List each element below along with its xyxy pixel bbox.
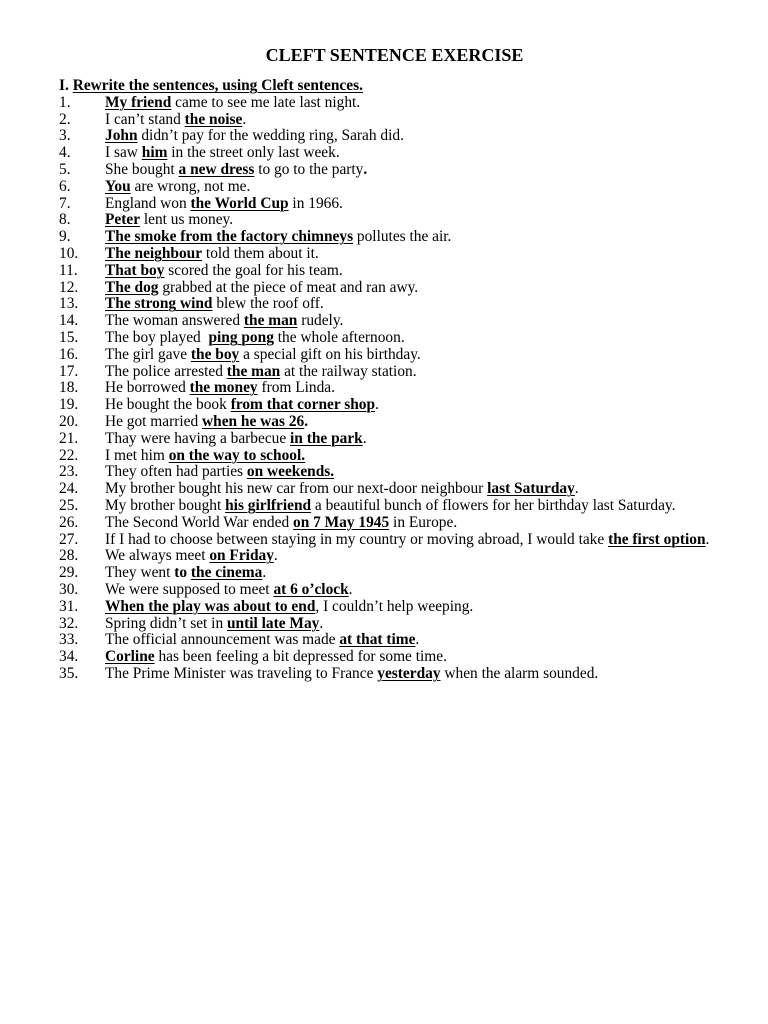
sentence-text: pollutes the air.	[353, 228, 452, 246]
sentence-text: are wrong, not me.	[130, 177, 251, 195]
item-sentence	[105, 279, 418, 296]
item-sentence	[105, 463, 334, 480]
sentence-text: She bought	[105, 160, 179, 178]
exercise-item	[59, 431, 749, 448]
emphasized-phrase: Corline	[105, 648, 155, 666]
sentence-text: rudely.	[297, 312, 344, 330]
exercise-item	[59, 498, 749, 515]
item-number: 9.	[59, 228, 71, 246]
sentence-text: .	[262, 564, 267, 582]
item-sentence	[105, 94, 360, 111]
emphasized-phrase: last Saturday	[487, 480, 575, 498]
sentence-text: My brother bought his new car from our next-door neighbour	[105, 480, 488, 498]
item-number: 22.	[59, 446, 79, 464]
item-number: 1.	[59, 93, 71, 111]
item-sentence	[105, 161, 367, 178]
sentence-text: The girl gave	[105, 345, 191, 363]
item-number: 6.	[59, 177, 71, 195]
sentence-text: They often had parties	[105, 463, 247, 481]
exercise-item	[59, 229, 749, 246]
emphasized-phrase: When the play was about to end	[105, 597, 316, 615]
item-number: 28.	[59, 547, 79, 565]
sentence-text: a special gift on his birthday.	[239, 345, 421, 363]
bold-text: .	[304, 412, 309, 430]
exercise-item	[59, 548, 749, 565]
exercise-item	[59, 380, 749, 397]
sentence-text: I can’t stand	[105, 110, 185, 128]
sentence-text: The official announcement was made	[105, 631, 340, 649]
item-number: 17.	[59, 362, 79, 380]
item-sentence	[105, 514, 457, 531]
exercise-item	[59, 515, 749, 532]
sentence-text: in 1966.	[288, 194, 343, 212]
item-sentence	[105, 547, 278, 564]
sentence-text: grabbed at the piece of meat and ran awy.	[158, 278, 419, 296]
sentence-text: .	[362, 429, 367, 447]
emphasized-phrase: at 6 o’clock	[273, 580, 349, 598]
exercise-item	[59, 582, 749, 599]
exercise-item	[59, 280, 749, 297]
sentence-text: The woman answered	[105, 312, 244, 330]
section-instruction: Rewrite the sentences, using Cleft sentences.	[72, 77, 363, 94]
sentence-text: The police arrested	[105, 362, 227, 380]
emphasized-phrase: the man	[243, 312, 298, 330]
item-number: 29.	[59, 564, 79, 582]
sentence-text: the whole afternoon.	[273, 328, 405, 346]
exercise-item	[59, 330, 749, 347]
emphasized-phrase: The strong wind	[105, 295, 213, 313]
item-sentence	[105, 447, 305, 464]
sentence-text: Thay were having a barbecue	[105, 429, 291, 447]
exercise-item	[59, 599, 749, 616]
sentence-text: He bought the book	[105, 396, 231, 414]
item-sentence	[105, 329, 405, 346]
item-number: 23.	[59, 463, 79, 481]
sentence-text: told them about it.	[202, 244, 319, 262]
sentence-text: He borrowed	[105, 379, 190, 397]
bold-text: to	[174, 564, 191, 582]
exercise-item	[59, 212, 749, 229]
item-number: 31.	[59, 597, 79, 615]
sentence-text: We always meet	[105, 547, 210, 565]
sentence-text: scored the goal for his team.	[164, 261, 343, 279]
item-number: 20.	[59, 412, 79, 430]
item-sentence	[105, 363, 417, 380]
emphasized-phrase: the man	[226, 362, 281, 380]
item-sentence	[105, 615, 323, 632]
exercise-item	[59, 263, 749, 280]
item-sentence	[105, 430, 367, 447]
item-number: 35.	[59, 664, 79, 682]
item-sentence	[105, 127, 404, 144]
item-number: 5.	[59, 160, 71, 178]
item-sentence	[105, 564, 266, 581]
emphasized-phrase: the first option	[608, 530, 706, 548]
emphasized-phrase: on the way to school.	[168, 446, 306, 464]
emphasized-phrase: the cinema	[190, 564, 263, 582]
item-sentence	[105, 497, 675, 514]
item-sentence	[105, 245, 319, 262]
sentence-text: I met him	[105, 446, 169, 464]
emphasized-phrase: when he was 26	[202, 412, 305, 430]
item-sentence	[105, 648, 447, 665]
exercise-item	[59, 464, 749, 481]
section-number: I.	[59, 77, 69, 94]
exercise-item	[59, 162, 749, 179]
sentence-text: in the street only last week.	[167, 144, 340, 162]
item-sentence	[105, 379, 335, 396]
item-sentence	[105, 111, 246, 128]
sentence-text: .	[574, 480, 579, 498]
emphasized-phrase: in the park	[290, 429, 363, 447]
sentence-text: .	[273, 547, 278, 565]
sentence-text: If I had to choose between staying in my country or moving abroad, I would take	[105, 530, 609, 548]
sentence-text: I saw	[105, 144, 142, 162]
sentence-text: , I couldn’t help weeping.	[315, 597, 474, 615]
sentence-text: came to see me late last night.	[171, 93, 361, 111]
item-number: 13.	[59, 295, 79, 313]
sentence-text: The Second World War ended	[105, 513, 293, 531]
item-sentence	[105, 631, 419, 648]
item-number: 32.	[59, 614, 79, 632]
exercise-item	[59, 481, 749, 498]
exercise-item	[59, 196, 749, 213]
item-sentence	[105, 598, 473, 615]
emphasized-phrase: My friend	[105, 93, 172, 111]
exercise-item	[59, 649, 749, 666]
sentence-text: in Europe.	[389, 513, 458, 531]
item-sentence	[105, 480, 579, 497]
item-number: 24.	[59, 480, 79, 498]
sentence-text: when the alarm sounded.	[440, 664, 599, 682]
exercise-item	[59, 347, 749, 364]
emphasized-phrase: the money	[189, 379, 258, 397]
item-number: 15.	[59, 328, 79, 346]
emphasized-phrase: John	[105, 127, 138, 145]
emphasized-phrase: on 7 May 1945	[293, 513, 390, 531]
sentence-text: didn’t pay for the wedding ring, Sarah did.	[137, 127, 404, 145]
item-number: 25.	[59, 496, 79, 514]
sentence-text: The boy played	[105, 328, 209, 346]
section-heading	[59, 78, 749, 95]
emphasized-phrase: Peter	[105, 211, 141, 229]
worksheet-title: CLEFT SENTENCE EXERCISE	[265, 45, 524, 65]
sentence-text: Spring didn’t set in	[105, 614, 227, 632]
item-sentence	[105, 295, 324, 312]
exercise-item	[59, 632, 749, 649]
item-number: 12.	[59, 278, 79, 296]
exercise-item	[59, 296, 749, 313]
item-number: 3.	[59, 127, 71, 145]
emphasized-phrase: The dog	[105, 278, 159, 296]
item-sentence	[105, 178, 250, 195]
item-sentence	[105, 413, 308, 430]
sentence-text: .	[705, 530, 710, 548]
emphasized-phrase: on Friday	[209, 547, 274, 565]
item-number: 8.	[59, 211, 71, 229]
exercise-item	[59, 565, 749, 582]
emphasized-phrase: the boy	[190, 345, 240, 363]
sentence-text: .	[375, 396, 379, 414]
item-sentence	[105, 346, 421, 363]
item-number: 34.	[59, 648, 79, 666]
emphasized-phrase: on weekends.	[246, 463, 335, 481]
item-number: 4.	[59, 144, 71, 162]
sentence-text: from Linda.	[257, 379, 335, 397]
sentence-text: at the railway station.	[280, 362, 417, 380]
item-sentence	[105, 211, 233, 228]
exercise-item	[59, 112, 749, 129]
emphasized-phrase: The smoke from the factory chimneys	[105, 228, 354, 246]
item-number: 11.	[59, 261, 78, 279]
exercise-item	[59, 128, 749, 145]
sentence-text: to go to the party	[254, 160, 364, 178]
exercise-item	[59, 246, 749, 263]
exercise-item	[59, 179, 749, 196]
item-number: 2.	[59, 110, 71, 128]
emphasized-phrase: until late May	[227, 614, 320, 632]
sentence-text: a beautiful bunch of flowers for her birthday last Saturday.	[311, 496, 676, 514]
sentence-text: lent us money.	[140, 211, 234, 229]
item-number: 16.	[59, 345, 79, 363]
emphasized-phrase: The neighbour	[105, 244, 203, 262]
sentence-text: England won	[105, 194, 191, 212]
item-number: 30.	[59, 580, 79, 598]
sentence-text: .	[242, 110, 247, 128]
exercise-item	[59, 364, 749, 381]
item-number: 33.	[59, 631, 79, 649]
sentence-text: .	[415, 631, 420, 649]
item-sentence	[105, 228, 451, 245]
item-number: 21.	[59, 429, 79, 447]
emphasized-phrase: the World Cup	[190, 194, 289, 212]
exercise-item	[59, 414, 749, 431]
sentence-text: He got married	[105, 412, 203, 430]
emphasized-phrase: at that time	[339, 631, 416, 649]
bold-text: .	[363, 160, 368, 178]
exercise-item	[59, 145, 749, 162]
item-number: 27.	[59, 530, 79, 548]
exercise-item	[59, 95, 749, 112]
item-number: 26.	[59, 513, 79, 531]
emphasized-phrase: yesterday	[377, 664, 441, 682]
sentence-text: My brother bought	[105, 496, 226, 514]
sentence-text: .	[348, 580, 353, 598]
item-sentence	[105, 396, 379, 413]
item-sentence	[105, 581, 353, 598]
item-number: 14.	[59, 312, 79, 330]
sentence-text: blew the roof off.	[212, 295, 324, 313]
exercise-item	[59, 532, 749, 549]
exercise-item	[59, 616, 749, 633]
exercise-item	[59, 397, 749, 414]
exercise-list	[59, 78, 749, 683]
item-sentence	[105, 144, 340, 161]
item-sentence	[105, 531, 709, 548]
emphasized-phrase: ping pong	[208, 328, 274, 346]
exercise-item	[59, 666, 749, 683]
emphasized-phrase: from that corner shop	[230, 396, 376, 414]
sentence-text: .	[319, 614, 324, 632]
emphasized-phrase: That boy	[105, 261, 165, 279]
emphasized-phrase: him	[141, 144, 168, 162]
sentence-text: We were supposed to meet	[105, 580, 274, 598]
exercise-item	[59, 448, 749, 465]
item-number: 19.	[59, 396, 79, 414]
emphasized-phrase: his girlfriend	[225, 496, 312, 514]
item-number: 7.	[59, 194, 71, 212]
emphasized-phrase: You	[105, 177, 131, 195]
emphasized-phrase: a new dress	[178, 160, 255, 178]
item-number: 10.	[59, 244, 79, 262]
sentence-text: has been feeling a bit depressed for some time.	[154, 648, 447, 666]
item-number: 18.	[59, 379, 79, 397]
sentence-text: They went	[105, 564, 175, 582]
item-sentence	[105, 195, 343, 212]
item-sentence	[105, 262, 343, 279]
sentence-text: The Prime Minister was traveling to France	[105, 664, 378, 682]
item-sentence	[105, 312, 343, 329]
exercise-item	[59, 313, 749, 330]
emphasized-phrase: the noise	[184, 110, 243, 128]
item-sentence	[105, 665, 598, 682]
